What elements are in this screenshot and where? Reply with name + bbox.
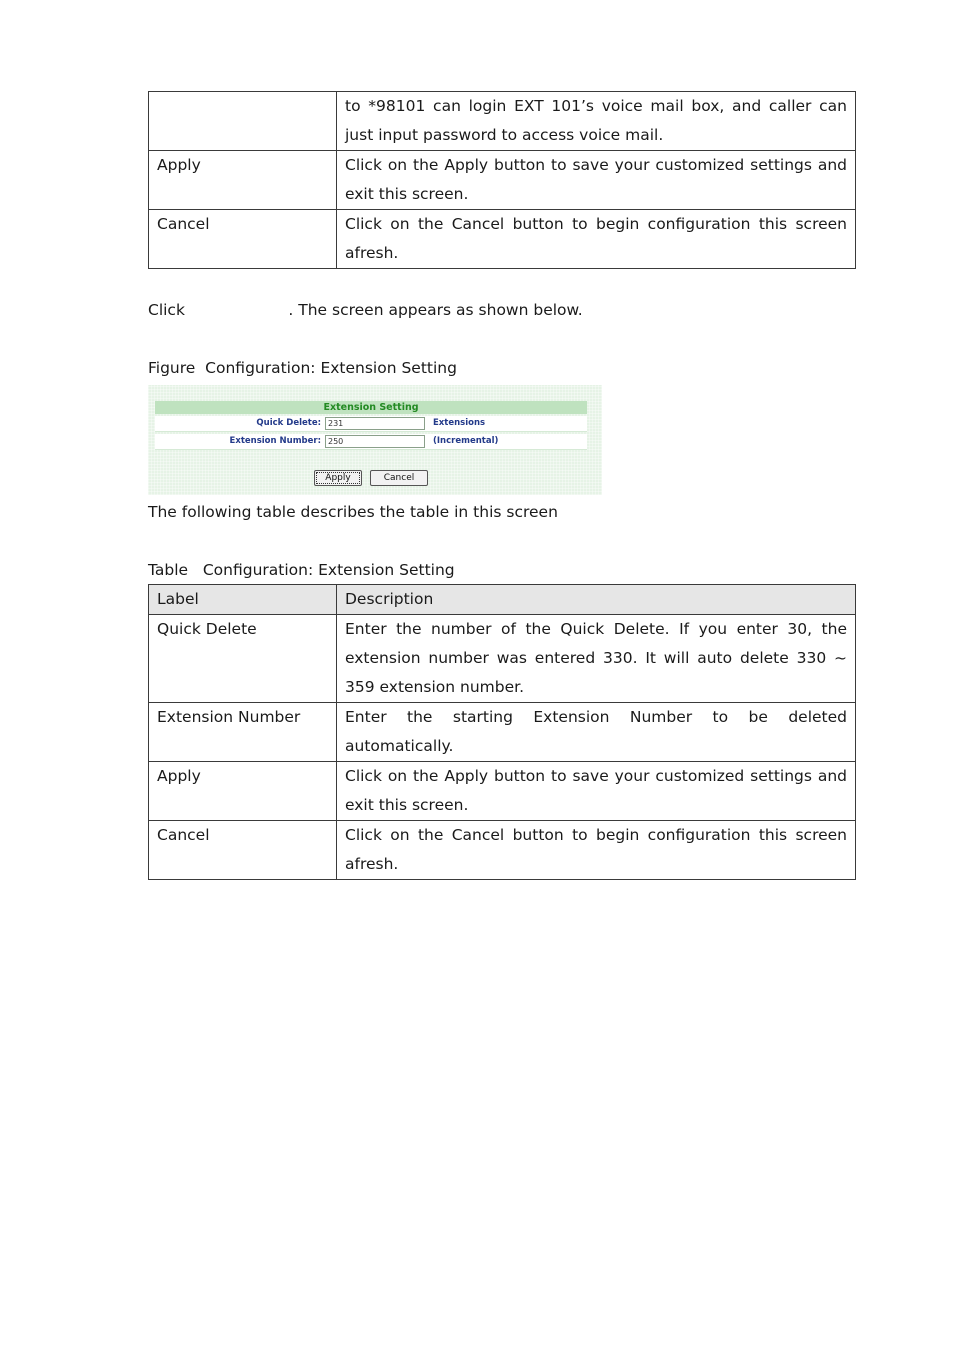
table-row [149,821,856,880]
cancel-button[interactable]: Cancel [370,470,428,486]
extension-number-row [155,434,587,450]
row-description [337,210,856,269]
desc-line: just input password to access voice mail. [345,126,664,144]
top-description-table [148,91,856,269]
table-caption: Table Configuration: Extension Setting [148,561,455,579]
header-label: Label [149,585,337,615]
click-instruction: Click . The screen appears as shown below. [148,301,583,319]
quick-delete-row [155,416,587,432]
quick-delete-unit: Extensions [433,418,486,428]
row-description [337,151,856,210]
table-row [149,762,856,821]
desc-line: Click on the Apply button to save your customized settings and [345,156,847,174]
desc-line: 359 extension number. [345,678,524,696]
desc-line: automatically. [345,737,454,755]
desc-line: afresh. [345,855,399,873]
extension-number-unit: (Incremental) [433,436,499,446]
table-row [149,210,856,269]
extension-setting-table [148,584,856,880]
table-row [149,92,856,151]
desc-line: extension number was entered 330. It will auto delete 330 ~ [345,649,847,667]
figure-caption: Figure Configuration: Extension Setting [148,359,457,377]
row-label: Quick Delete [149,615,337,703]
desc-line: Enter the starting Extension Number to be deleted [345,708,847,726]
row-label: Apply [149,762,337,821]
desc-line: exit this screen. [345,185,469,203]
table-row [149,703,856,762]
extension-setting-screenshot [148,385,602,495]
table-header-row [149,585,856,615]
row-description [337,703,856,762]
following-text: The following table describes the table in this screen [148,503,558,521]
row-label: Apply [149,151,337,210]
extension-number-input[interactable]: 250 [325,435,425,448]
desc-line: Click on the Apply button to save your customized settings and [345,767,847,785]
row-description [337,821,856,880]
extension-number-label: Extension Number: [229,436,321,446]
desc-line: Click on the Cancel button to begin configuration this screen [345,215,847,233]
desc-line: afresh. [345,244,399,262]
quick-delete-label: Quick Delete: [256,418,321,428]
table-row [149,615,856,703]
quick-delete-input[interactable]: 231 [325,417,425,430]
desc-line: exit this screen. [345,796,469,814]
row-description [337,92,856,151]
table-row [149,151,856,210]
desc-line: Enter the number of the Quick Delete. If you enter 30, the [345,620,847,638]
header-description: Description [337,585,856,615]
desc-line: to *98101 can login EXT 101’s voice mail box, and caller can [345,97,847,115]
row-label: Cancel [149,821,337,880]
desc-line: Click on the Cancel button to begin configuration this screen [345,826,847,844]
row-label [149,92,337,151]
row-label: Extension Number [149,703,337,762]
row-label: Cancel [149,210,337,269]
apply-button[interactable]: Apply [314,470,362,486]
extension-setting-header: Extension Setting [155,401,587,414]
row-description [337,615,856,703]
row-description [337,762,856,821]
